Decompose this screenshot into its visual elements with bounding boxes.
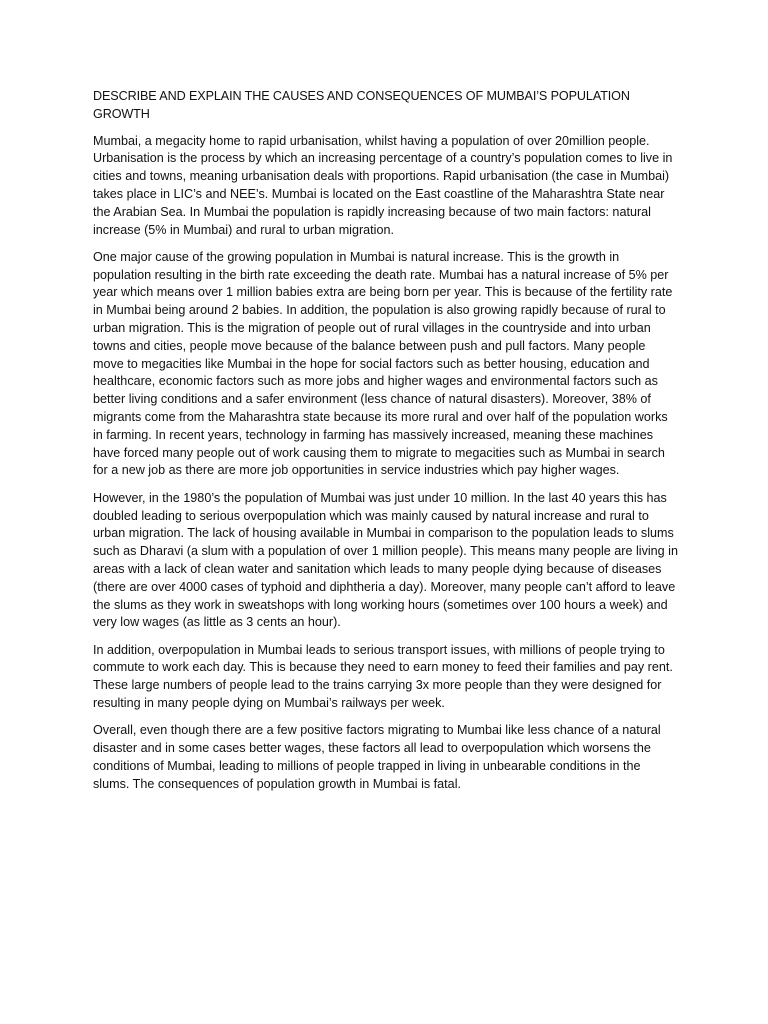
document-title: DESCRIBE AND EXPLAIN THE CAUSES AND CONSEQUENCES OF MUMBAI’S POPULATION GROWTH (93, 89, 630, 121)
paragraph-consequences-slums: However, in the 1980’s the population of Mumbai was just under 10 million. In the last 40 years this has doubled leading to serious overpopulation which was mainly caused by natural increase and rural to urban migration. The lack of housing available in Mumbai in comparison to the population leads to slums such as Dharavi (a slum with a population of over 1 million people). This means many people are living in areas with a lack of clean water and sanitation which leads to many people dying because of diseases (there are over 4000 cases of typhoid and diphtheria a day). Moreover, many people can’t afford to leave the slums as they work in sweatshops with long working hours (sometimes over 100 hours a week) and very low wages (as little as 3 cents an hour). (93, 490, 678, 630)
paragraph-consequences-transport: In addition, overpopulation in Mumbai leads to serious transport issues, with millions of people trying to commute to work each day. This is because they need to earn money to feed their families and pay rent. These large numbers of people lead to the trains carrying 3x more people than they were designed for resulting in many people dying on Mumbai’s railways per week. (93, 642, 673, 710)
paragraph-causes: One major cause of the growing population in Mumbai is natural increase. This is the growth in population resulting in the birth rate exceeding the death rate. Mumbai has a natural increase of 5% per year which means over 1 million babies extra are being born per year. This is because of the fertility rate in Mumbai being around 2 babies. In addition, the population is also growing rapidly because of rural to urban migration. This is the migration of people out of rural villages in the countryside and into urban towns and cities, people move because of the balance between push and pull factors. Many people move to megacities like Mumbai in the hope for social factors such as better housing, education and healthcare, economic factors such as more jobs and higher wages and environmental factors such as better living conditions and a safer environment (less chance of natural disasters). Moreover, 38% of migrants come from the Maharashtra state because its more rural and over half of the population works in farming. In recent years, technology in farming has massively increased, meaning these machines have forced many people out of work causing them to migrate to megacities such as Mumbai in search for a new job as there are more job opportunities in service industries which pay higher wages. (93, 249, 673, 478)
paragraph-introduction: Mumbai, a megacity home to rapid urbanisation, whilst having a population of over 20million people. Urbanisation is the process by which an increasing percentage of a country’s population comes to live in cities and towns, meaning urbanisation deals with proportions. Rapid urbanisation (the case in Mumbai) takes place in LIC’s and NEE’s. Mumbai is located on the East coastline of the Maharashtra State near the Arabian Sea. In Mumbai the population is rapidly increasing because of two main factors: natural increase (5% in Mumbai) and rural to urban migration. (93, 133, 673, 237)
paragraph-conclusion: Overall, even though there are a few positive factors migrating to Mumbai like less chance of a natural disaster and in some cases better wages, these factors all lead to overpopulation which worsens the conditions of Mumbai, leading to millions of people trapped in living in unbearable conditions in the slums. The consequences of population growth in Mumbai is fatal. (93, 723, 661, 791)
